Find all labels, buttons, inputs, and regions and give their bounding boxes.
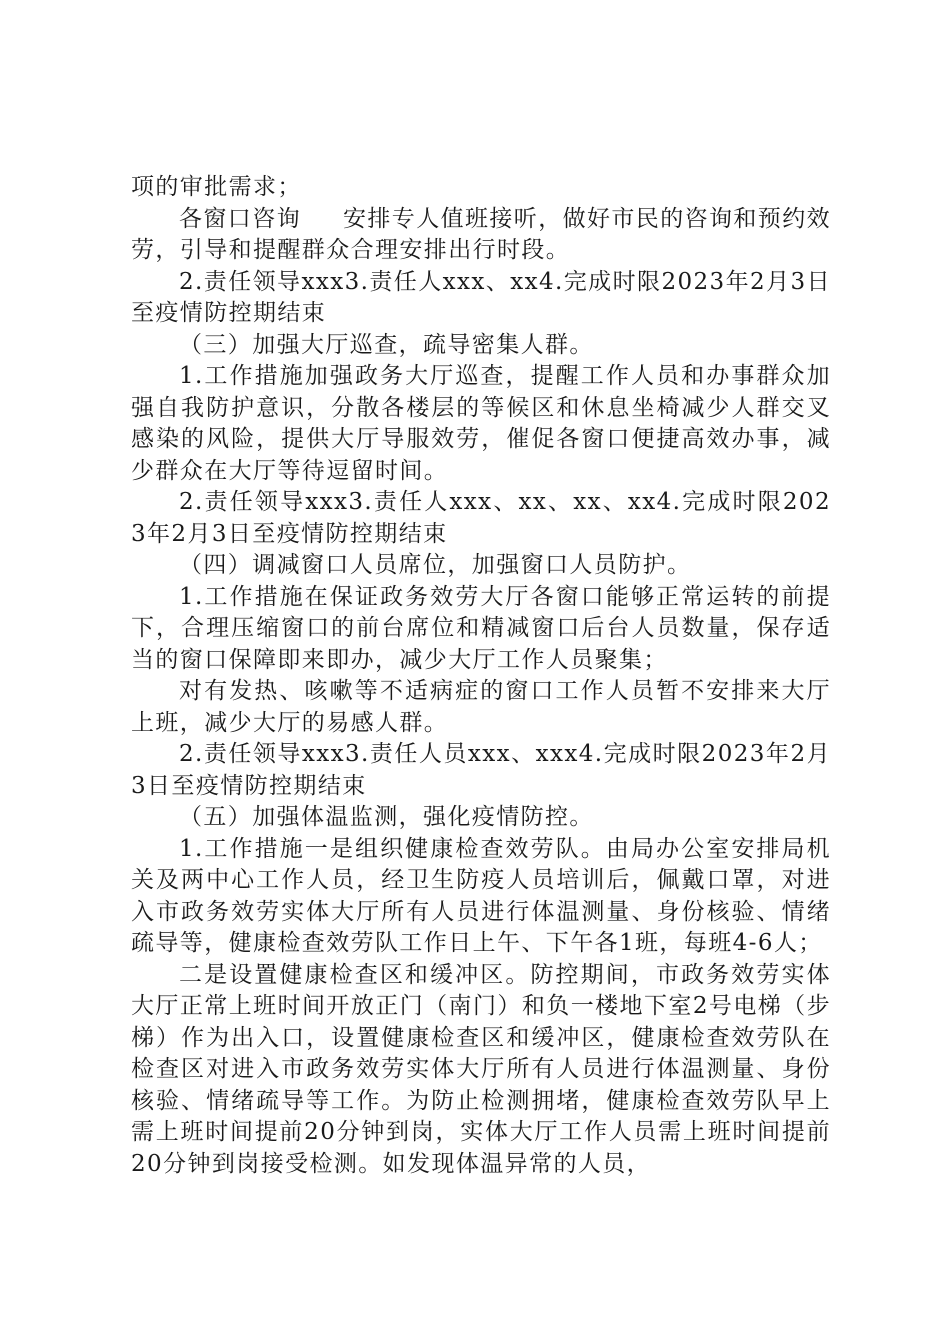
section-heading-5: （五）加强体温监测，强化疫情防控。 — [179, 804, 594, 830]
paragraph-window-staffing: 1.工作措施在保证政务效劳大厅各窗口能够正常运转的前提下，合理压缩窗口的前台席位和精减窗口后台人员数量，保存适当的窗口保障即来即办，减少大厅工作人员聚集； — [131, 583, 831, 673]
paragraph-health-team: 1.工作措施一是组织健康检查效劳队。由局办公室安排局机关及两中心工作人员，经卫生防疫人员培训后，佩戴口罩，对进入市政务效劳实体大厅所有人员进行体温测量、身份核验、情绪疏导等，健康检查效劳队工作日上午、下午各1班，每班4-6人； — [131, 835, 831, 956]
paragraph-check-zone: 二是设置健康检查区和缓冲区。防控期间，市政务效劳实体大厅正常上班时间开放正门（南门）和负一楼地下室2号电梯（步梯）作为出入口，设置健康检查区和缓冲区，健康检查效劳队在检查区对进入市政务效劳实体大厅所有人员进行体温测量、身份核验、情绪疏导等工作。为防止检测拥堵，健康检查效劳队早上需上班时间提前20分钟到岗，实体大厅工作人员需上班时间提前20分钟到岗接受检测。如发现体温异常的人员， — [131, 961, 831, 1177]
window-consultation-text: 安排专人值班接听，做好市民的咨询和预约效劳，引导和提醒群众合理安排出行时段。 — [131, 205, 831, 263]
paragraph-window-consultation — [131, 204, 831, 267]
window-consultation-label: 各窗口咨询 — [179, 205, 301, 232]
paragraph-responsibility-1: 2.责任领导xxx3.责任人xxx、xx4.完成时限2023年2月3日至疫情防控期结束 — [131, 268, 831, 326]
paragraph-sick-staff: 对有发热、咳嗽等不适病症的窗口工作人员暂不安排来大厅上班，减少大厅的易感人群。 — [131, 678, 831, 736]
section-heading-3: （三）加强大厅巡查，疏导密集人群。 — [179, 331, 594, 358]
paragraph-hall-inspection: 1.工作措施加强政务大厅巡查，提醒工作人员和办事群众加强自我防护意识，分散各楼层的等候区和休息坐椅减少人群交叉感染的风险，提供大厅导服效劳，催促各窗口便捷高效办事，减少群众在大厅等待逗留时间。 — [131, 363, 831, 484]
paragraph-responsibility-2: 2.责任领导xxx3.责任人xxx、xx、xx、xx4.完成时限2023年2月3日至疫情防控期结束 — [131, 489, 831, 547]
document-body — [131, 172, 831, 1180]
paragraph-responsibility-3: 2.责任领导xxx3.责任人员xxx、xxx4.完成时限2023年2月3日至疫情防控期结束 — [131, 741, 831, 799]
paragraph-approval-needs: 项的审批需求； — [131, 174, 302, 200]
section-heading-4: （四）调减窗口人员席位，加强窗口人员防护。 — [179, 552, 692, 578]
